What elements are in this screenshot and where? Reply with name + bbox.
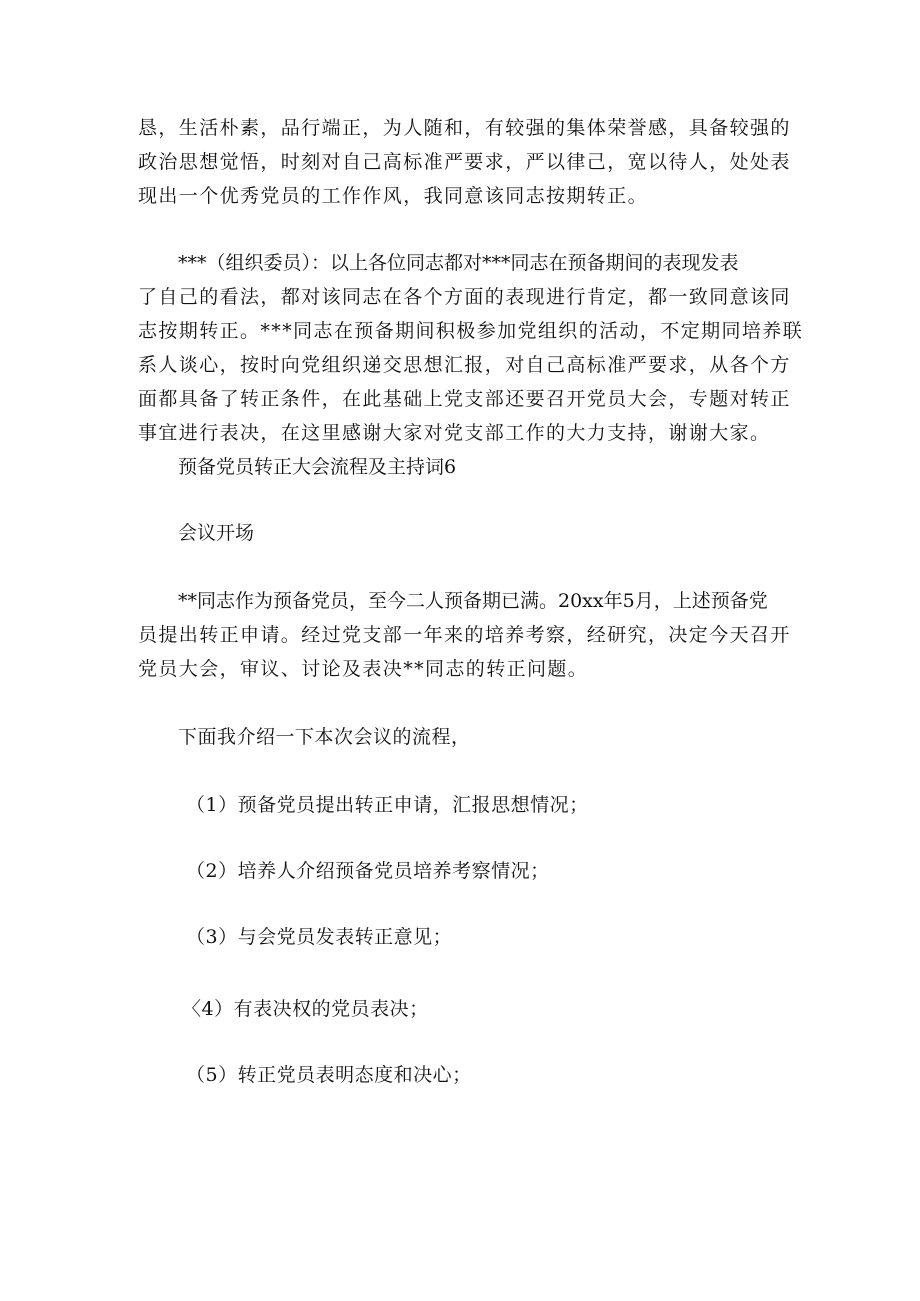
paragraph-3-line-1: **同志作为预备党员，至今二人预备期已满。20xx年5月，上述预备党 — [178, 590, 768, 612]
process-step-3: （3）与会党员发表转正意见； — [186, 926, 453, 948]
process-step-1: （1）预备党员提出转正申请，汇报思想情况； — [186, 794, 589, 816]
paragraph-3-line-3: 党员大会，审议、讨论及表决**同志的转正问题。 — [138, 658, 589, 680]
process-step-5: （5）转正党员表明态度和决心； — [186, 1064, 472, 1086]
process-intro: 下面我介绍一下本次会议的流程， — [178, 726, 471, 748]
paragraph-1-line-2: 政治思想觉悟，时刻对自己高标准严要求，严以律己，宽以待人，处处表 — [138, 151, 791, 173]
paragraph-3-line-2: 员提出转正申请。经过党支部一年来的培养考察，经研究，决定今天召开 — [138, 624, 791, 646]
paragraph-2-line-4: 系人谈心，按时向党组织递交思想汇报，对自己高标准严要求，从各个方 — [138, 354, 791, 376]
paragraph-2-line-1: ***（组织委员）：以上各位同志都对***同志在预备期间的表现发表 — [178, 252, 739, 274]
paragraph-2-line-3: 志按期转正。***同志在预备期间积极参加党组织的活动，不定期同培养联 — [138, 320, 804, 342]
opening-heading: 会议开场 — [178, 522, 255, 544]
paragraph-1-line-3: 现出一个优秀党员的工作作风，我同意该同志按期转正。 — [138, 185, 649, 207]
section-title: 预备党员转正大会流程及主持词6 — [178, 456, 457, 478]
paragraph-1-line-1: 恳，生活朴素，品行端正，为人随和，有较强的集体荣誉感，具备较强的 — [138, 117, 791, 139]
process-step-2: （2）培养人介绍预备党员培养考察情况； — [186, 860, 550, 882]
paragraph-2-line-6: 事宜进行表决，在这里感谢大家对党支部工作的大力支持，谢谢大家。 — [138, 422, 771, 444]
process-step-4: 〈4）有表决权的党员表决； — [182, 998, 429, 1020]
paragraph-2-line-2: 了自己的看法，都对该同志在各个方面的表现进行肯定，都一致同意该同 — [138, 286, 791, 308]
paragraph-2-line-5: 面都具备了转正条件，在此基础上党支部还要召开党员大会，专题对转正 — [138, 388, 791, 410]
